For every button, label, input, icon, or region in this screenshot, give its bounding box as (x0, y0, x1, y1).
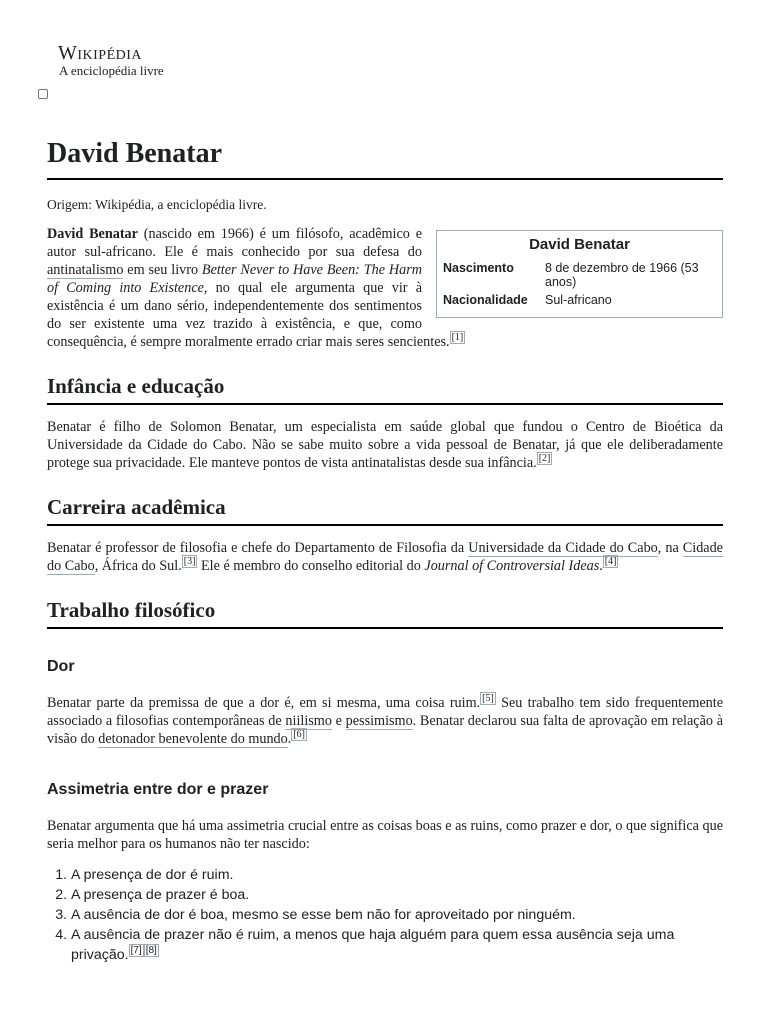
infobox-table (443, 259, 716, 309)
dor-text-5: . (287, 731, 292, 747)
list-item (71, 885, 723, 905)
page-title: David Benatar (47, 136, 723, 180)
list-item (71, 905, 723, 925)
dor-paragraph (47, 694, 723, 748)
heading-infancia: Infância e educação (47, 373, 723, 405)
link-antinatalismo[interactable]: antinatalismo (47, 262, 124, 278)
list-item-text: A presença de dor é ruim. (71, 867, 234, 883)
citation-3[interactable]: [3] (183, 556, 196, 568)
citation-6[interactable]: [6] (293, 729, 305, 741)
infancia-text: Benatar é filho de Solomon Benatar, um especialista em saúde global que fundou o Centro de Bioética da Universidade da Cidade do Cabo. Não se sabe muito sobre a vida pessoal de Benatar, já que ele deliberadamente protege sua privacidade. Ele manteve pontos de vista antinatalistas desde sua infância. (47, 419, 723, 471)
intro-text-3: , no qual ele argumenta que vir à existência é um dano sério, independentemente dos sentimentos do ser existente uma vez trazido à existência, e que, como consequência, é sempre moralmente errado criar mais seres sencientes. (47, 280, 450, 350)
link-detonador-benevolente[interactable]: detonador benevolente do mundo (98, 731, 288, 747)
wikipedia-wordmark: Wikipédia (58, 42, 143, 64)
infobox-title: David Benatar (529, 236, 630, 253)
link-pessimismo[interactable]: pessimismo (345, 713, 413, 729)
carreira-paragraph (47, 539, 723, 575)
origin-note: Origem: Wikipédia, a enciclopédia livre. (47, 197, 267, 212)
menu-checkbox-icon[interactable] (38, 89, 48, 99)
wikipedia-logo[interactable] (58, 42, 164, 78)
citation-4[interactable]: [4] (604, 556, 617, 568)
heading-carreira: Carreira acadêmica (47, 494, 723, 526)
list-item-text: A ausência de dor é boa, mesmo se esse bem não for aproveitado por ninguém. (71, 907, 576, 923)
dor-text-2: Seu trabalho tem sido frequentemente associado a filosofias contemporâneas de (47, 695, 724, 729)
dor-text-1: Benatar parte da premissa de que a dor é, em si mesma, uma coisa ruim. (47, 695, 481, 711)
citation-5[interactable]: [5] (482, 693, 494, 705)
carreira-text-4: Ele é membro do conselho editorial do (197, 558, 425, 574)
heading-assimetria: Assimetria entre dor e prazer (47, 781, 269, 798)
list-item-text: A presença de prazer é boa. (71, 887, 250, 903)
carreira-text-3: , África do Sul. (94, 558, 182, 574)
heading-trabalho: Trabalho filosófico (47, 597, 723, 629)
article-content (47, 136, 723, 965)
carreira-text-5: . (599, 558, 603, 574)
book-title: Better Never to Have Been: The Harm of Coming into Existence (47, 262, 422, 296)
infobox-value-nationality: Sul-africano (545, 293, 612, 307)
infobox-row-nationality (443, 291, 716, 309)
journal-title: Journal of Controversial Ideas (424, 558, 600, 574)
link-niilismo[interactable]: niilismo (285, 713, 332, 729)
infobox-value-birth: 8 de dezembro de 1966 (53 anos) (545, 261, 699, 289)
list-item (71, 865, 723, 885)
assimetria-paragraph: Benatar argumenta que há uma assimetria crucial entre as coisas boas e as ruins, como prazer e dor, o que significa que seria melhor para os humanos não ter nascido: (47, 818, 723, 852)
dor-text-4: . Benatar declarou sua falta de aprovação em relação à visão do (47, 713, 723, 747)
link-universidade-cidade-do-cabo[interactable]: Universidade da Cidade do Cabo (468, 540, 658, 556)
citation-2[interactable]: [2] (538, 453, 551, 465)
carreira-text-1: Benatar é professor de filosofia e chefe do Departamento de Filosofia da (47, 540, 469, 556)
wikipedia-tagline: A enciclopédia livre (59, 63, 164, 78)
dor-text-3: e (331, 713, 346, 729)
asymmetry-list (47, 865, 723, 965)
infancia-paragraph (47, 418, 723, 472)
citation-8[interactable]: [8] (145, 945, 157, 957)
intro-text-1: (nascido em 1966) é um filósofo, acadêmico e autor sul-africano. Ele é mais conhecido por sua defesa do (47, 226, 422, 260)
subject-name: David Benatar (47, 226, 138, 242)
infobox-label-nationality: Nacionalidade (443, 293, 528, 307)
carreira-text-2: , na (657, 540, 683, 556)
list-item-text: A ausência de prazer não é ruim, a menos que haja alguém para quem essa ausência seja uma privação. (71, 927, 675, 963)
infobox-label-birth: Nascimento (443, 261, 514, 275)
infobox (436, 230, 723, 318)
citation-7[interactable]: [7] (130, 945, 142, 957)
infobox-row-birth (443, 259, 716, 291)
citation-1[interactable]: [1] (451, 332, 464, 344)
intro-text-2: em seu livro (123, 262, 202, 278)
link-cidade-do-cabo[interactable]: Cidade do Cabo (47, 540, 723, 574)
list-item (71, 925, 723, 965)
heading-dor: Dor (47, 658, 75, 675)
